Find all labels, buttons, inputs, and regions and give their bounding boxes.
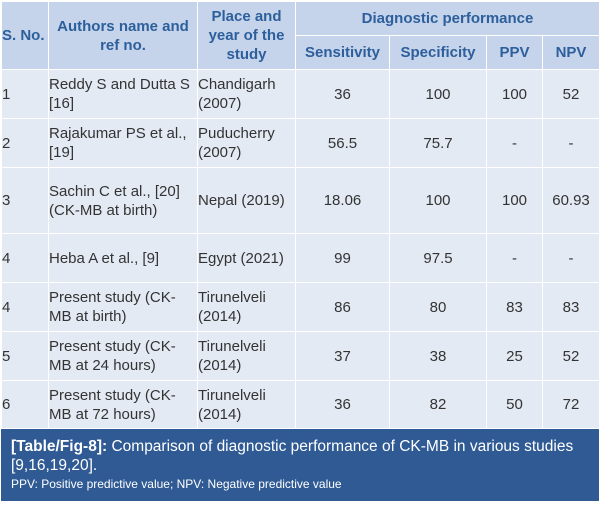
cell-ppv: 100 [487,70,543,119]
caption-footnote: PPV: Positive predictive value; NPV: Negative predictive value [11,477,342,491]
cell-sensitivity: 36 [296,381,390,429]
cell-ppv: - [487,234,543,283]
cell-specificity: 100 [390,168,487,234]
cell-place: Puducherry (2007) [198,119,296,168]
cell-specificity: 38 [390,332,487,381]
table-figure [1,1,599,501]
cell-sno: 2 [2,119,49,168]
header-sensitivity: Sensitivity [296,36,390,70]
header-specificity: Specificity [390,36,487,70]
cell-ppv: - [487,119,543,168]
cell-npv: 60.93 [543,168,600,234]
cell-sensitivity: 56.5 [296,119,390,168]
cell-authors: Reddy S and Dutta S [16] [49,70,198,119]
table-row [2,283,600,332]
cell-sno: 4 [2,234,49,283]
figure-caption [1,429,599,501]
cell-authors: Rajakumar PS et al., [19] [49,119,198,168]
cell-npv: 72 [543,381,600,429]
cell-sno: 6 [2,381,49,429]
cell-authors: Sachin C et al., [20] (CK-MB at birth) [49,168,198,234]
cell-specificity: 75.7 [390,119,487,168]
cell-sensitivity: 18.06 [296,168,390,234]
cell-place: Tirunelveli (2014) [198,332,296,381]
header-ppv: PPV [487,36,543,70]
cell-specificity: 97.5 [390,234,487,283]
cell-npv: 52 [543,70,600,119]
header-npv: NPV [543,36,600,70]
cell-ppv: 100 [487,168,543,234]
cell-authors: Present study (CK-MB at birth) [49,283,198,332]
header-authors: Authors name and ref no. [49,2,198,70]
caption-label: [Table/Fig-8]: [11,438,108,455]
cell-ppv: 83 [487,283,543,332]
cell-place: Chandigarh (2007) [198,70,296,119]
cell-sensitivity: 36 [296,70,390,119]
header-sno: S. No. [2,2,49,70]
cell-npv: - [543,234,600,283]
cell-place: Nepal (2019) [198,168,296,234]
cell-specificity: 82 [390,381,487,429]
table-row [2,168,600,234]
cell-specificity: 100 [390,70,487,119]
cell-authors: Present study (CK-MB at 72 hours) [49,381,198,429]
cell-sno: 3 [2,168,49,234]
cell-authors: Heba A et al., [9] [49,234,198,283]
cell-npv: 83 [543,283,600,332]
cell-place: Tirunelveli (2014) [198,283,296,332]
caption-title [11,437,589,475]
table-row [2,119,600,168]
header-place: Place and year of the study [198,2,296,70]
diagnostic-performance-table [1,1,600,429]
table-row [2,332,600,381]
table-row [2,70,600,119]
cell-npv: 52 [543,332,600,381]
cell-sensitivity: 37 [296,332,390,381]
table-row [2,234,600,283]
cell-place: Tirunelveli (2014) [198,381,296,429]
cell-authors: Present study (CK-MB at 24 hours) [49,332,198,381]
cell-specificity: 80 [390,283,487,332]
header-diagnostic-performance: Diagnostic performance [296,2,600,36]
cell-place: Egypt (2021) [198,234,296,283]
cell-sensitivity: 99 [296,234,390,283]
cell-sno: 5 [2,332,49,381]
table-row [2,381,600,429]
cell-sno: 4 [2,283,49,332]
cell-sensitivity: 86 [296,283,390,332]
cell-ppv: 50 [487,381,543,429]
cell-ppv: 25 [487,332,543,381]
cell-sno: 1 [2,70,49,119]
caption-text: Comparison of diagnostic performance of CK-MB in various studies [9,16,19,20]. [11,438,574,474]
cell-npv: - [543,119,600,168]
